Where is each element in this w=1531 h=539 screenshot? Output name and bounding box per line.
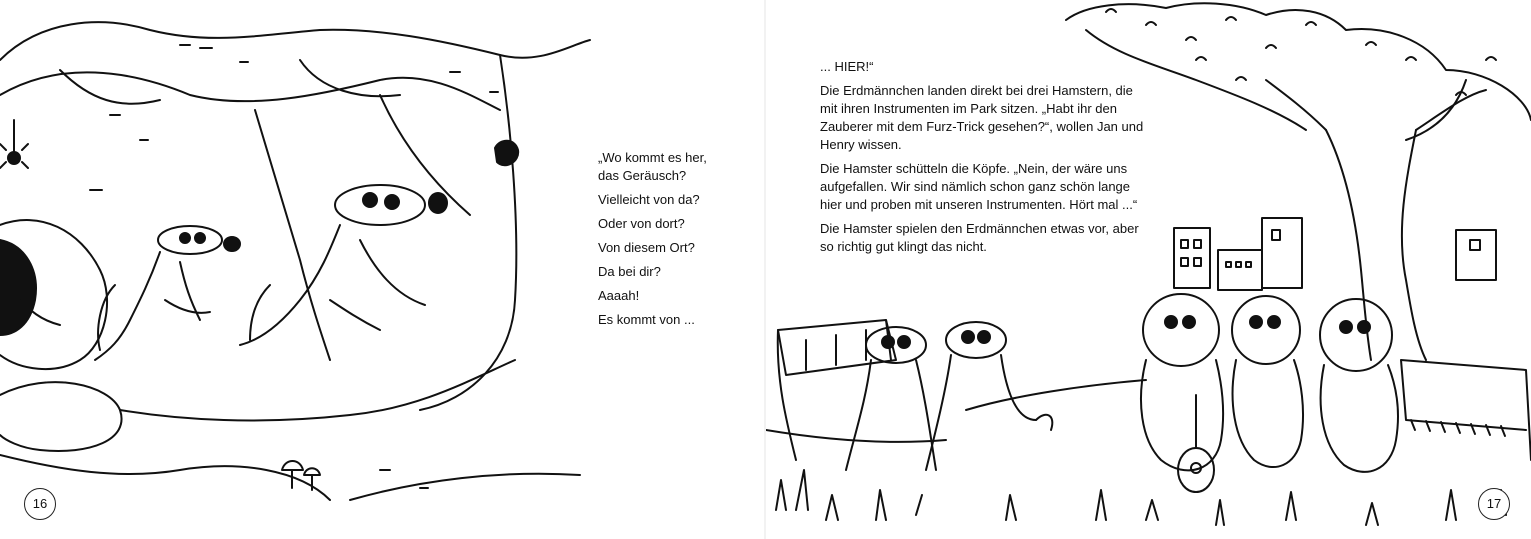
verse-line: Vielleicht von da? — [598, 192, 700, 207]
verse-line: Aaaah! — [598, 288, 640, 303]
hamster-trio-figure — [1141, 294, 1398, 492]
page-number-left: 16 — [24, 488, 56, 520]
verse-line: das Geräusch? — [598, 168, 687, 183]
story-text — [820, 58, 1150, 262]
left-page — [0, 0, 765, 539]
meerkat-right-figure — [240, 185, 447, 345]
page-number-right: 17 — [1478, 488, 1510, 520]
verse-line: Es kommt von ... — [598, 312, 695, 327]
verse-block — [598, 149, 748, 335]
verse-line: Da bei dir? — [598, 264, 661, 279]
right-page — [766, 0, 1531, 539]
story-paragraph: Die Hamster schütteln die Köpfe. „Nein, der wäre uns aufgefallen. Wir sind nämlich schon ganz schön lange hier und proben mit unseren Instrumenten. Hört mal ...“ — [820, 161, 1138, 212]
verse-line: Von diesem Ort? — [598, 240, 695, 255]
story-paragraph: Die Erdmännchen landen direkt bei drei Hamstern, die mit ihren Instrumenten im Park sitzen. „Habt ihr den Zauberer mit dem Furz-Trick gesehen?“, wollen Jan und Henry wissen. — [820, 83, 1144, 152]
story-paragraph: Die Hamster spielen den Erdmännchen etwas vor, aber so richtig gut klingt das nicht. — [820, 221, 1139, 254]
verse-line: Oder von dort? — [598, 216, 685, 231]
verse-line: „Wo kommt es her, — [598, 150, 707, 165]
meerkat-left-figure — [95, 226, 240, 360]
story-paragraph: ... HIER!“ — [820, 59, 874, 74]
